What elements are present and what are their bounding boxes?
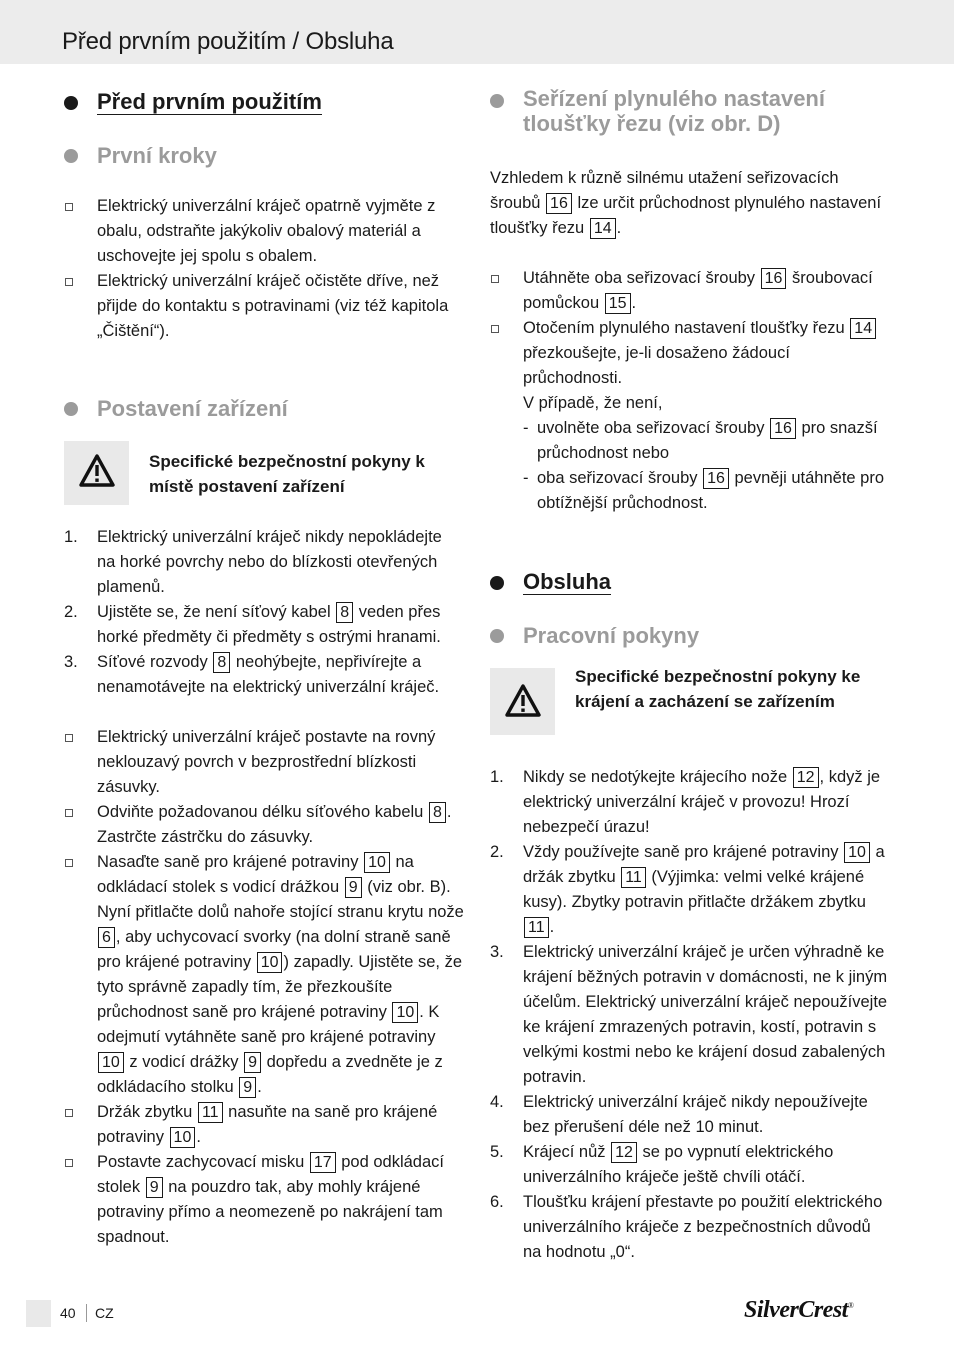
- ref-badge: 9: [146, 1177, 163, 1198]
- checkbox-square-icon: [65, 859, 73, 867]
- right-column: [490, 80, 892, 1265]
- list-item: Elektrický univerzální kráječ postavte na rovný neklouzavý povrch v bezprostřední blízkosti zásuvky.: [64, 725, 464, 800]
- list-item: Držák zbytku 11 nasuňte na saně pro krájené potraviny 10 .: [64, 1100, 464, 1150]
- numbered-item: 1. Nikdy se nedotýkejte krájecího nože 12 , když je elektrický univerzální kráječ v provozu! Hrozí nebezpečí úrazu!: [490, 768, 881, 836]
- list-item: Elektrický univerzální kráječ opatrně vyjměte z obalu, odstraňte jakýkoliv obalový materiál a uschovejte jej spolu s obalem.: [64, 194, 464, 269]
- intro-paragraph: Vzhledem k různě silnému utažení seřizovacích šroubů 16 lze určit průchodnost plynulého nastavení tloušťky řezu 14 .: [490, 169, 882, 237]
- bullet-dot: [490, 629, 504, 643]
- ref-badge: 10: [98, 1052, 124, 1073]
- ref-badge: 16: [761, 268, 787, 289]
- ref-badge: 10: [170, 1127, 196, 1148]
- numbered-item: 5. Krájecí nůž 12 se po vypnutí elektrického univerzálního kráječe ještě chvíli otáčí.: [490, 1143, 834, 1186]
- checkbox-square-icon: [491, 275, 499, 283]
- ref-badge: 9: [244, 1052, 261, 1073]
- list-item: Odviňte požadovanou délku síťového kabelu 8 . Zastrčte zástrčku do zásuvky.: [64, 800, 464, 850]
- warning-triangle-icon: [78, 453, 116, 489]
- ref-badge: 10: [844, 842, 870, 863]
- left-column: [64, 80, 464, 1250]
- warning-icon-box: [490, 668, 555, 735]
- subheading-first-steps: První kroky: [64, 143, 464, 168]
- section-heading-operation: Obsluha: [490, 566, 892, 598]
- ref-badge: 17: [310, 1152, 336, 1173]
- numbered-item: 1. Elektrický univerzální kráječ nikdy nepokládejte na horké povrchy nebo do blízkosti otevřených plamenů.: [64, 528, 442, 596]
- page-number: 40: [60, 1305, 76, 1321]
- list-item: Utáhněte oba seřizovací šrouby 16 šroubovací pomůckou 15 .: [490, 266, 892, 316]
- checkbox-square-icon: [65, 734, 73, 742]
- checkbox-square-icon: [65, 1159, 73, 1167]
- warning-text: Specifické bezpečnostní pokyny k místě postavení zařízení: [149, 452, 425, 496]
- warning-box: [490, 668, 892, 735]
- checkbox-square-icon: [65, 278, 73, 286]
- dash-item: - uvolněte oba seřizovací šrouby 16 pro snazší průchodnost nebo: [523, 419, 878, 462]
- checkbox-square-icon: [491, 325, 499, 333]
- brand-logo: SilverCrest®: [744, 1297, 854, 1323]
- list-item: Nasaďte saně pro krájené potraviny 10 na odkládací stolek s vodicí drážkou 9 (viz obr. B). Nyní přitlačte dolů nahoře stojící stranu krytu nože 6 , aby uchycovací svorky (na dolní straně saně pro krájené potraviny 10 ) zapadly. Ujistěte se, že tyto správně zapadly tím, že přezkoušíte průchodnost saně pro krájené potraviny 10 . K odejmutí vytáhněte saně pro krájené potraviny 10 z vodicí drážky 9 dopředu a zvedněte je z odkládacího stolku 9 .: [64, 850, 464, 1100]
- numbered-item: 3. Síťové rozvody 8 neohýbejte, nepřivírejte a nenamotávejte na elektrický univerzální kráječ.: [64, 653, 440, 696]
- ref-badge: 16: [770, 418, 796, 439]
- bullet-dot: [64, 149, 78, 163]
- language-code: CZ: [95, 1305, 114, 1321]
- warning-icon-box: [64, 441, 129, 505]
- ref-badge: 16: [546, 193, 572, 214]
- warning-text: Specifické bezpečnostní pokyny ke krájení a zacházení se zařízením: [575, 667, 861, 711]
- ref-badge: 12: [611, 1142, 637, 1163]
- bullet-dot: [64, 402, 78, 416]
- ref-badge: 8: [213, 652, 230, 673]
- list-item: Postavte zachycovací misku 17 pod odkládací stolek 9 na pouzdro tak, aby mohly krájené potraviny přímo a neomezeně po nakrájení tam spadnout.: [64, 1150, 464, 1250]
- warning-box: [64, 441, 464, 505]
- bullet-dot: [490, 94, 504, 108]
- subheading-work-instructions: Pracovní pokyny: [490, 623, 892, 648]
- ref-badge: 10: [257, 952, 283, 973]
- ref-badge: 9: [345, 877, 362, 898]
- ref-badge: 10: [364, 852, 390, 873]
- page-title: Před prvním použitím / Obsluha: [62, 28, 394, 55]
- subheading-placement: Postavení zařízení: [64, 396, 464, 421]
- subheading-adjustment: Seřízení plynulého nastavení tloušťky řezu (viz obr. D): [490, 86, 892, 136]
- numbered-item: 3. Elektrický univerzální kráječ je určen výhradně ke krájení běžných potravin v domácnosti, ne k jiným účelům. Elektrický univerzální kráječ nepoužívejte ke krájení zmrazených potravin, kostí, potravin s velkými kostmi nebo ke krájení dosud zabalených potravin.: [490, 943, 888, 1086]
- ref-badge: 9: [239, 1077, 256, 1098]
- ref-badge: 6: [98, 927, 115, 948]
- numbered-item: 2. Ujistěte se, že není síťový kabel 8 veden přes horké předměty či předměty s ostrými hranami.: [64, 603, 441, 646]
- ref-badge: 16: [703, 468, 729, 489]
- checkbox-square-icon: [65, 1109, 73, 1117]
- ref-badge: 8: [336, 602, 353, 623]
- numbered-item: 6. Tloušťku krájení přestavte po použití elektrického univerzálního kráječe z bezpečnostních důvodů na hodnotu „0“.: [490, 1193, 883, 1261]
- page-header: [0, 0, 954, 64]
- numbered-item: 2. Vždy používejte saně pro krájené potraviny 10 a držák zbytku 11 (Výjimka: velmi velké krájené kusy). Zbytky potravin přitlačte držákem zbytku 11 .: [490, 843, 885, 936]
- ref-badge: 11: [524, 917, 549, 938]
- checkbox-square-icon: [65, 203, 73, 211]
- bullet-dot: [64, 96, 78, 110]
- warning-triangle-icon: [504, 683, 542, 719]
- dash-item: - oba seřizovací šrouby 16 pevněji utáhněte pro obtížnější průchodnost.: [523, 469, 885, 512]
- list-item: Elektrický univerzální kráječ očistěte dříve, než přijde do kontaktu s potravinami (viz též kapitola „Čištění“).: [64, 269, 464, 344]
- checkbox-square-icon: [65, 809, 73, 817]
- ref-badge: 14: [590, 218, 616, 239]
- ref-badge: 14: [850, 318, 876, 339]
- footer-marker: [26, 1300, 51, 1327]
- ref-badge: 15: [605, 293, 631, 314]
- numbered-item: 4. Elektrický univerzální kráječ nikdy nepoužívejte bez přerušení déle než 10 minut.: [490, 1093, 868, 1136]
- ref-badge: 11: [198, 1102, 223, 1123]
- bullet-dot: [490, 576, 504, 590]
- ref-badge: 11: [621, 867, 646, 888]
- list-item: Otočením plynulého nastavení tloušťky řezu 14 přezkoušejte, je-li dosaženo žádoucí průchodnosti. V případě, že není, - uvolněte oba seřizovací šrouby 16 pro snazší průchodnost nebo - oba seřizovací šrouby 16 pevněji utáhněte pro obtížnější průchodnost.: [490, 316, 892, 516]
- ref-badge: 10: [392, 1002, 418, 1023]
- ref-badge: 8: [429, 802, 446, 823]
- ref-badge: 12: [793, 767, 819, 788]
- footer-divider: [86, 1304, 87, 1322]
- section-heading-before-use: Před prvním použitím: [64, 86, 464, 118]
